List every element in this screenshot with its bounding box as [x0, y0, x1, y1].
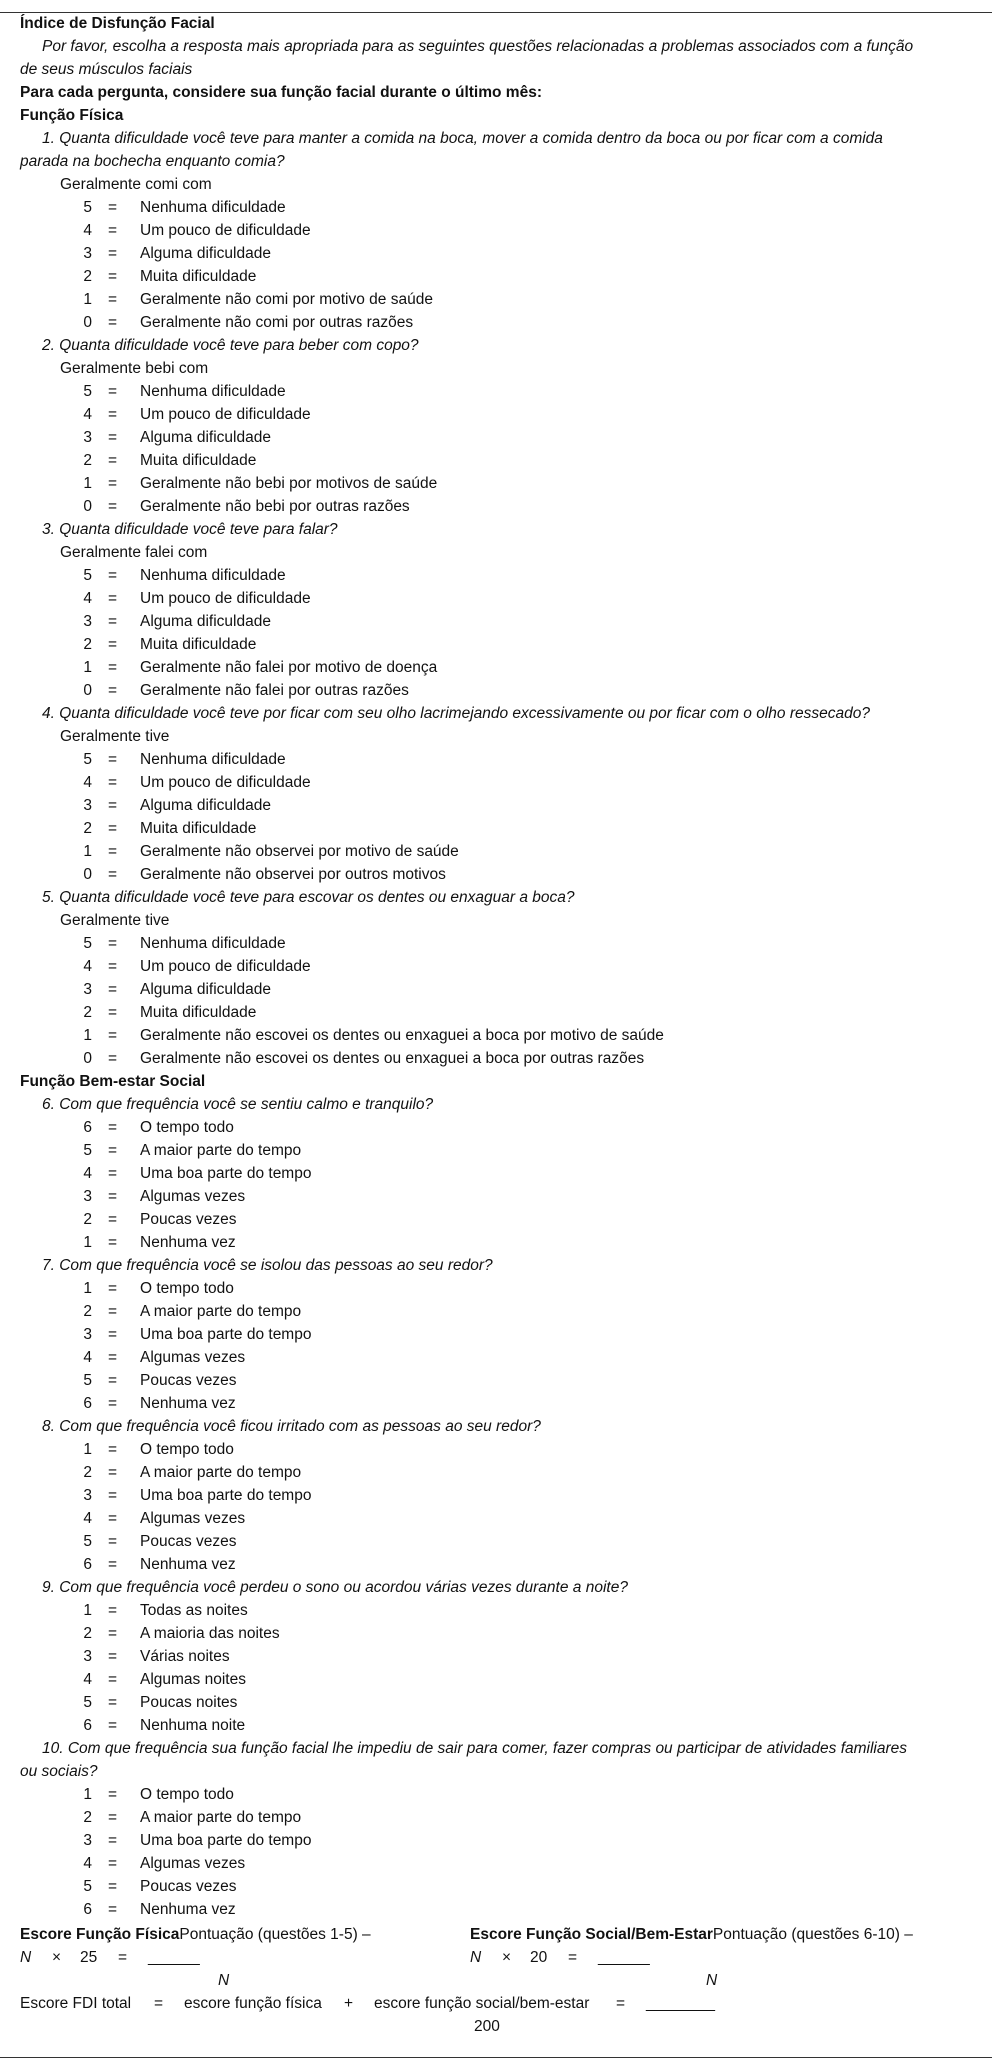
social-score-title: Escore Função Social/Bem-Estar	[470, 1926, 713, 1943]
answer-option	[0, 1302, 992, 1322]
equals-sign: =	[108, 613, 118, 630]
option-text: A maior parte do tempo	[140, 1142, 302, 1159]
option-score: 4	[83, 1855, 92, 1872]
equals-sign: =	[108, 935, 118, 952]
physical-denominator: N	[218, 1972, 230, 1989]
equals-sign: =	[108, 1349, 118, 1366]
option-text: Poucas vezes	[140, 1533, 237, 1550]
equals-sign: =	[108, 751, 118, 768]
top-rule	[0, 12, 992, 13]
option-score: 0	[83, 682, 92, 699]
option-text: Geralmente não comi por outras razões	[140, 314, 414, 331]
option-score: 4	[83, 1349, 92, 1366]
answer-option	[0, 405, 992, 425]
option-text: Algumas noites	[140, 1671, 246, 1688]
social-denominator: N	[706, 1972, 718, 1989]
answer-option	[0, 1647, 992, 1667]
answer-option	[0, 313, 992, 333]
answer-option	[0, 1670, 992, 1690]
answer-option	[0, 796, 992, 816]
equals-sign: =	[108, 1372, 118, 1389]
physical-score-label	[20, 1925, 371, 1945]
answer-option	[0, 980, 992, 1000]
bottom-rule	[0, 2057, 992, 2058]
option-text: A maioria das noites	[140, 1625, 280, 1642]
option-score: 0	[83, 866, 92, 883]
option-text: Nenhuma vez	[140, 1395, 236, 1412]
option-score: 0	[83, 1050, 92, 1067]
option-text: Geralmente não falei por outras razões	[140, 682, 409, 699]
answer-option	[0, 1118, 992, 1138]
option-text: Nenhuma dificuldade	[140, 751, 286, 768]
equals-sign: =	[108, 268, 118, 285]
question-stem: Geralmente tive	[60, 728, 170, 745]
equals-sign: =	[108, 590, 118, 607]
equals-sign: =	[108, 1671, 118, 1688]
option-text: Alguma dificuldade	[140, 797, 271, 814]
option-score: 0	[83, 498, 92, 515]
answer-option	[0, 1693, 992, 1713]
option-text: Poucas vezes	[140, 1372, 237, 1389]
option-text: Poucas vezes	[140, 1211, 237, 1228]
equals-sign: =	[108, 1188, 118, 1205]
equals-sign: =	[108, 1556, 118, 1573]
equals-sign: =	[108, 774, 118, 791]
option-text: Muita dificuldade	[140, 452, 257, 469]
option-score: 3	[83, 1188, 92, 1205]
equals-sign: =	[108, 1625, 118, 1642]
answer-option	[0, 1026, 992, 1046]
equals-sign: =	[108, 1832, 118, 1849]
option-score: 2	[83, 1211, 92, 1228]
option-text: Muita dificuldade	[140, 268, 257, 285]
answer-option	[0, 773, 992, 793]
option-score: 1	[83, 1602, 92, 1619]
option-score: 5	[83, 383, 92, 400]
option-text: Alguma dificuldade	[140, 245, 271, 262]
option-text: Poucas noites	[140, 1694, 238, 1711]
equals-sign: =	[108, 1004, 118, 1021]
option-text: Algumas vezes	[140, 1855, 246, 1872]
equals-sign: =	[108, 843, 118, 860]
option-score: 2	[83, 636, 92, 653]
answer-option	[0, 1187, 992, 1207]
option-text: Uma boa parte do tempo	[140, 1326, 312, 1343]
answer-option	[0, 1233, 992, 1253]
physical-formula-term: 25	[80, 1949, 98, 1966]
question-stem: Geralmente falei com	[60, 544, 208, 561]
question-text: 2. Quanta dificuldade você teve para beber com copo?	[42, 337, 419, 354]
equals-sign: =	[108, 1395, 118, 1412]
option-text: Geralmente não escovei os dentes ou enxaguei a boca por motivo de saúde	[140, 1027, 664, 1044]
question-stem: Geralmente bebi com	[60, 360, 209, 377]
answer-option	[0, 1716, 992, 1736]
answer-option	[0, 1440, 992, 1460]
equals-sign: =	[108, 1234, 118, 1251]
equals-sign: =	[108, 682, 118, 699]
total-denominator: 200	[474, 2018, 500, 2035]
option-score: 2	[83, 1809, 92, 1826]
option-score: 6	[83, 1556, 92, 1573]
total-formula-term: escore função social/bem-estar	[374, 1995, 590, 2012]
option-text: Um pouco de dificuldade	[140, 958, 311, 975]
option-text: Nenhuma dificuldade	[140, 199, 286, 216]
answer-option	[0, 1532, 992, 1552]
equals-sign: =	[108, 567, 118, 584]
intro-text-cont: de seus músculos faciais	[20, 61, 193, 78]
option-text: Nenhuma dificuldade	[140, 567, 286, 584]
question-text: 3. Quanta dificuldade você teve para falar?	[42, 521, 338, 538]
question-text-cont: parada na bochecha enquanto comia?	[20, 153, 285, 170]
physical-formula-term: ×	[52, 1949, 62, 1966]
equals-sign: =	[108, 1280, 118, 1297]
equals-sign: =	[108, 958, 118, 975]
equals-sign: =	[108, 245, 118, 262]
equals-sign: =	[108, 498, 118, 515]
question-stem: Geralmente comi com	[60, 176, 212, 193]
question-text: 7. Com que frequência você se isolou das pessoas ao seu redor?	[42, 1257, 493, 1274]
option-score: 5	[83, 1878, 92, 1895]
answer-option	[0, 267, 992, 287]
equals-sign: =	[108, 429, 118, 446]
option-text: Várias noites	[140, 1648, 230, 1665]
answer-option	[0, 842, 992, 862]
option-text: Algumas vezes	[140, 1349, 246, 1366]
option-text: O tempo todo	[140, 1280, 234, 1297]
option-text: Geralmente não escovei os dentes ou enxaguei a boca por outras razões	[140, 1050, 645, 1067]
answer-option	[0, 819, 992, 839]
question-text: 5. Quanta dificuldade você teve para escovar os dentes ou enxaguar a boca?	[42, 889, 575, 906]
option-score: 5	[83, 1533, 92, 1550]
option-score: 1	[83, 1234, 92, 1251]
option-text: Nenhuma dificuldade	[140, 383, 286, 400]
option-score: 6	[83, 1119, 92, 1136]
total-formula-term: Escore FDI total	[20, 1995, 132, 2012]
equals-sign: =	[108, 1901, 118, 1918]
option-score: 1	[83, 843, 92, 860]
equals-sign: =	[108, 475, 118, 492]
option-text: Geralmente não observei por outros motivos	[140, 866, 446, 883]
option-text: Nenhuma vez	[140, 1234, 236, 1251]
option-text: Alguma dificuldade	[140, 981, 271, 998]
option-score: 3	[83, 1648, 92, 1665]
answer-option	[0, 635, 992, 655]
equals-sign: =	[108, 1510, 118, 1527]
option-text: Nenhuma vez	[140, 1901, 236, 1918]
equals-sign: =	[108, 291, 118, 308]
option-text: Alguma dificuldade	[140, 613, 271, 630]
equals-sign: =	[108, 1027, 118, 1044]
option-text: Algumas vezes	[140, 1510, 246, 1527]
option-text: Algumas vezes	[140, 1188, 246, 1205]
option-text: Nenhuma dificuldade	[140, 935, 286, 952]
option-text: A maior parte do tempo	[140, 1464, 302, 1481]
option-score: 5	[83, 567, 92, 584]
equals-sign: =	[108, 406, 118, 423]
social-formula-term: N	[470, 1949, 482, 1966]
option-text: Um pouco de dificuldade	[140, 406, 311, 423]
option-score: 2	[83, 1004, 92, 1021]
option-score: 3	[83, 981, 92, 998]
option-score: 5	[83, 1694, 92, 1711]
physical-formula-term: ______	[148, 1949, 200, 1966]
option-score: 0	[83, 314, 92, 331]
social-formula-term: 20	[530, 1949, 548, 1966]
option-text: Um pouco de dificuldade	[140, 590, 311, 607]
question-text: 4. Quanta dificuldade você teve por ficar com seu olho lacrimejando excessivamente ou por ficar com o olho ressecado?	[42, 705, 870, 722]
option-text: Geralmente não falei por motivo de doença	[140, 659, 438, 676]
option-score: 4	[83, 1671, 92, 1688]
answer-option	[0, 1325, 992, 1345]
option-score: 5	[83, 1372, 92, 1389]
equals-sign: =	[108, 1855, 118, 1872]
social-score-label	[470, 1925, 913, 1945]
option-score: 4	[83, 1510, 92, 1527]
option-score: 1	[83, 1027, 92, 1044]
option-score: 1	[83, 1786, 92, 1803]
option-score: 1	[83, 475, 92, 492]
answer-option	[0, 865, 992, 885]
section-heading: Função Física	[20, 107, 124, 124]
answer-option	[0, 474, 992, 494]
answer-option	[0, 1555, 992, 1575]
option-score: 1	[83, 1280, 92, 1297]
answer-option	[0, 612, 992, 632]
option-text: Nenhuma vez	[140, 1556, 236, 1573]
option-score: 2	[83, 1303, 92, 1320]
option-score: 6	[83, 1901, 92, 1918]
answer-option	[0, 1279, 992, 1299]
option-score: 3	[83, 797, 92, 814]
option-score: 3	[83, 1326, 92, 1343]
option-text: Geralmente não observei por motivo de saúde	[140, 843, 459, 860]
option-score: 6	[83, 1395, 92, 1412]
equals-sign: =	[108, 1533, 118, 1550]
social-formula-term: ×	[502, 1949, 512, 1966]
option-score: 3	[83, 429, 92, 446]
equals-sign: =	[108, 797, 118, 814]
answer-option	[0, 1486, 992, 1506]
answer-option	[0, 1785, 992, 1805]
answer-option	[0, 1371, 992, 1391]
option-text: Muita dificuldade	[140, 636, 257, 653]
equals-sign: =	[108, 1717, 118, 1734]
answer-option	[0, 1854, 992, 1874]
answer-option	[0, 658, 992, 678]
option-score: 2	[83, 268, 92, 285]
option-score: 6	[83, 1717, 92, 1734]
option-text: Um pouco de dificuldade	[140, 774, 311, 791]
answer-option	[0, 1164, 992, 1184]
option-text: A maior parte do tempo	[140, 1303, 302, 1320]
answer-option	[0, 1049, 992, 1069]
equals-sign: =	[108, 866, 118, 883]
section-heading: Função Bem-estar Social	[20, 1073, 206, 1090]
document-title: Índice de Disfunção Facial	[20, 15, 215, 32]
question-text: 9. Com que frequência você perdeu o sono ou acordou várias vezes durante a noite?	[42, 1579, 628, 1596]
option-text: Muita dificuldade	[140, 1004, 257, 1021]
option-score: 4	[83, 406, 92, 423]
option-score: 3	[83, 1487, 92, 1504]
equals-sign: =	[108, 1487, 118, 1504]
answer-option	[0, 1509, 992, 1529]
total-formula-term: +	[344, 1995, 354, 2012]
answer-option	[0, 681, 992, 701]
answer-option	[0, 1831, 992, 1851]
option-score: 2	[83, 452, 92, 469]
option-text: Poucas vezes	[140, 1878, 237, 1895]
total-formula-term: ________	[646, 1995, 715, 2012]
option-score: 4	[83, 1165, 92, 1182]
equals-sign: =	[108, 659, 118, 676]
answer-option	[0, 1624, 992, 1644]
equals-sign: =	[108, 1165, 118, 1182]
social-formula-term: =	[568, 1949, 578, 1966]
option-text: Alguma dificuldade	[140, 429, 271, 446]
answer-option	[0, 589, 992, 609]
option-text: Um pouco de dificuldade	[140, 222, 311, 239]
physical-formula-term: N	[20, 1949, 32, 1966]
answer-option	[0, 1900, 992, 1920]
answer-option	[0, 1463, 992, 1483]
answer-option	[0, 1348, 992, 1368]
equals-sign: =	[108, 1602, 118, 1619]
social-formula-term: ______	[598, 1949, 650, 1966]
option-score: 5	[83, 199, 92, 216]
equals-sign: =	[108, 1648, 118, 1665]
intro-text: Por favor, escolha a resposta mais apropriada para as seguintes questões relacionadas a problemas associados com a função	[42, 38, 914, 55]
answer-option	[0, 566, 992, 586]
equals-sign: =	[108, 199, 118, 216]
answer-option	[0, 198, 992, 218]
option-score: 5	[83, 751, 92, 768]
option-score: 1	[83, 291, 92, 308]
option-text: Geralmente não comi por motivo de saúde	[140, 291, 433, 308]
answer-option	[0, 1877, 992, 1897]
equals-sign: =	[108, 1142, 118, 1159]
equals-sign: =	[108, 981, 118, 998]
answer-option	[0, 1003, 992, 1023]
option-score: 5	[83, 1142, 92, 1159]
answer-option	[0, 1210, 992, 1230]
option-score: 4	[83, 222, 92, 239]
answer-option	[0, 1141, 992, 1161]
answer-option	[0, 428, 992, 448]
equals-sign: =	[108, 314, 118, 331]
option-score: 4	[83, 590, 92, 607]
physical-score-title: Escore Função Física	[20, 1926, 180, 1943]
answer-option	[0, 1601, 992, 1621]
instruction-text: Para cada pergunta, considere sua função facial durante o último mês:	[20, 84, 542, 101]
physical-formula-term: =	[118, 1949, 128, 1966]
question-text: 1. Quanta dificuldade você teve para manter a comida na boca, mover a comida dentro da boca ou por ficar com a comida	[42, 130, 883, 147]
equals-sign: =	[108, 1694, 118, 1711]
equals-sign: =	[108, 1119, 118, 1136]
answer-option	[0, 957, 992, 977]
equals-sign: =	[108, 1211, 118, 1228]
option-score: 3	[83, 613, 92, 630]
question-text: 8. Com que frequência você ficou irritado com as pessoas ao seu redor?	[42, 1418, 541, 1435]
total-formula-term: =	[616, 1995, 626, 2012]
option-text: O tempo todo	[140, 1786, 234, 1803]
option-score: 4	[83, 958, 92, 975]
equals-sign: =	[108, 636, 118, 653]
option-score: 2	[83, 1625, 92, 1642]
answer-option	[0, 382, 992, 402]
answer-option	[0, 221, 992, 241]
option-score: 2	[83, 1464, 92, 1481]
equals-sign: =	[108, 1878, 118, 1895]
equals-sign: =	[108, 1303, 118, 1320]
option-score: 1	[83, 659, 92, 676]
answer-option	[0, 244, 992, 264]
answer-option	[0, 290, 992, 310]
answer-option	[0, 451, 992, 471]
answer-option	[0, 497, 992, 517]
equals-sign: =	[108, 820, 118, 837]
option-text: Todas as noites	[140, 1602, 248, 1619]
equals-sign: =	[108, 1050, 118, 1067]
answer-option	[0, 1394, 992, 1414]
social-score-desc: Pontuação (questões 6-10) –	[712, 1926, 913, 1943]
option-score: 5	[83, 935, 92, 952]
equals-sign: =	[108, 222, 118, 239]
physical-score-desc: Pontuação (questões 1-5) –	[179, 1926, 371, 1943]
option-text: Nenhuma noite	[140, 1717, 246, 1734]
question-stem: Geralmente tive	[60, 912, 170, 929]
option-score: 1	[83, 1441, 92, 1458]
option-text: Geralmente não bebi por motivos de saúde	[140, 475, 438, 492]
option-text: O tempo todo	[140, 1119, 234, 1136]
total-formula-term: escore função física	[184, 1995, 322, 2012]
equals-sign: =	[108, 383, 118, 400]
option-text: Uma boa parte do tempo	[140, 1832, 312, 1849]
option-score: 3	[83, 1832, 92, 1849]
question-text: 10. Com que frequência sua função facial lhe impediu de sair para comer, fazer compras ou participar de atividades familiares	[42, 1740, 908, 1757]
equals-sign: =	[108, 452, 118, 469]
equals-sign: =	[108, 1464, 118, 1481]
option-text: A maior parte do tempo	[140, 1809, 302, 1826]
equals-sign: =	[108, 1441, 118, 1458]
answer-option	[0, 750, 992, 770]
equals-sign: =	[108, 1326, 118, 1343]
option-score: 4	[83, 774, 92, 791]
total-formula-term: =	[154, 1995, 164, 2012]
equals-sign: =	[108, 1809, 118, 1826]
option-score: 3	[83, 245, 92, 262]
option-text: O tempo todo	[140, 1441, 234, 1458]
equals-sign: =	[108, 1786, 118, 1803]
option-text: Uma boa parte do tempo	[140, 1165, 312, 1182]
option-text: Uma boa parte do tempo	[140, 1487, 312, 1504]
option-text: Geralmente não bebi por outras razões	[140, 498, 410, 515]
answer-option	[0, 934, 992, 954]
option-score: 2	[83, 820, 92, 837]
question-text-cont: ou sociais?	[20, 1763, 98, 1780]
option-text: Muita dificuldade	[140, 820, 257, 837]
question-text: 6. Com que frequência você se sentiu calmo e tranquilo?	[42, 1096, 434, 1113]
answer-option	[0, 1808, 992, 1828]
